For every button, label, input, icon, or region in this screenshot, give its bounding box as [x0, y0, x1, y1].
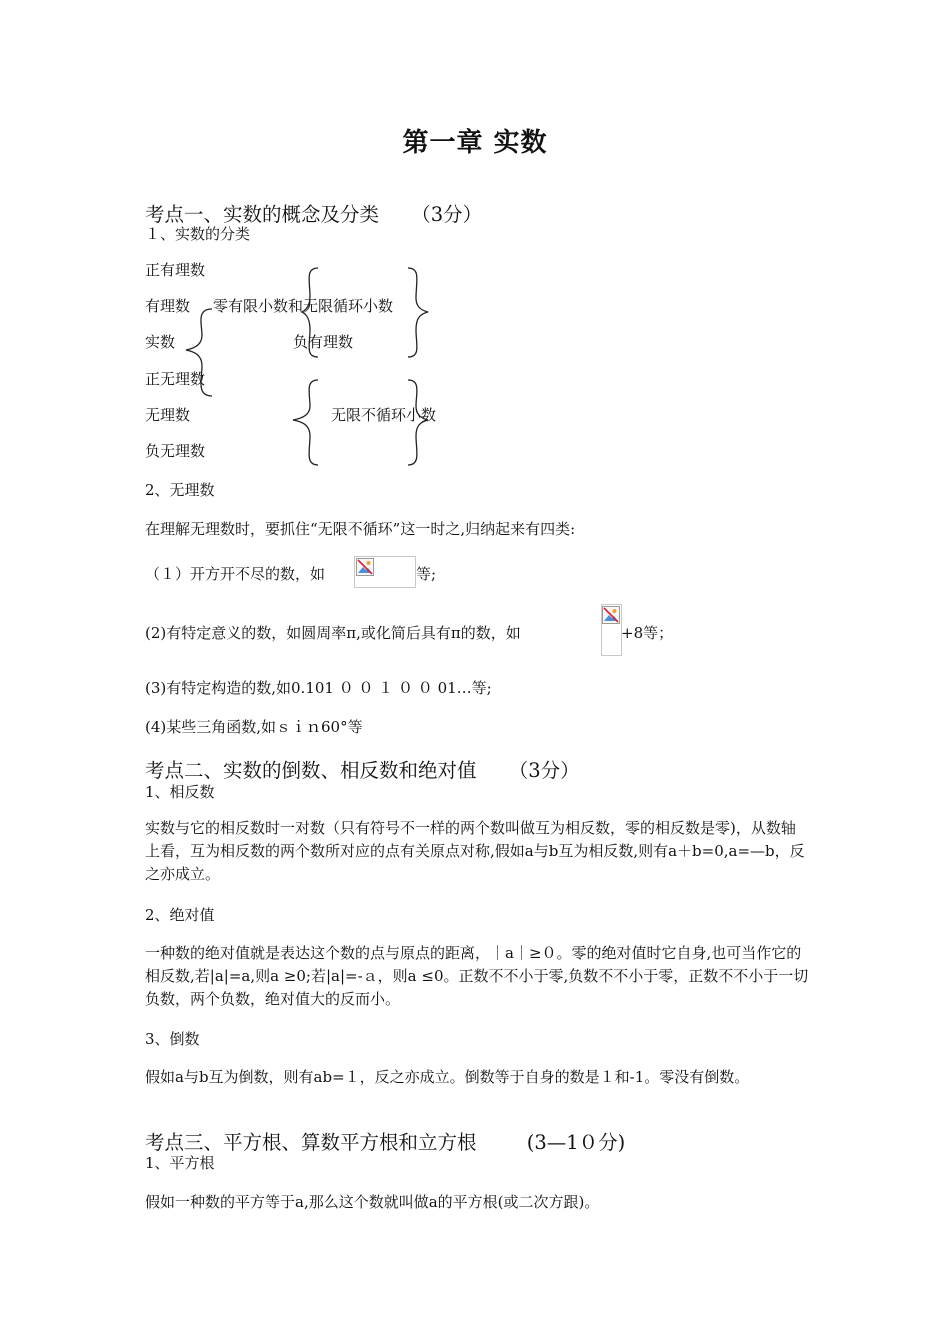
section-3-heading: [145, 1127, 625, 1155]
section-1-title: 考点一、实数的概念及分类: [145, 203, 380, 226]
section-2-title: 考点二、实数的倒数、相反数和绝对值: [145, 759, 477, 782]
tree-negative-rational: 负有理数: [293, 333, 354, 351]
reciprocal-paragraph: 假如a与b互为倒数，则有ab=１，反之亦成立。倒数等于自身的数是１和-1。零没有倒数。: [145, 1068, 750, 1086]
brace-irrational-left: [293, 380, 318, 465]
tree-irrational: 无理数: [145, 406, 191, 424]
square-root-paragraph: 假如一种数的平方等于a,那么这个数就叫做a的平方根(或二次方跟)。: [145, 1193, 600, 1211]
tree-nonrepeating: 无限不循环小数: [331, 406, 437, 424]
absolute-value-paragraph: 一种数的绝对值就是表达这个数的点与原点的距离，｜a｜≥０。零的绝对值时它自身,也可当作它的相反数,若|a|=a,则a ≥0;若|a|=-ａ，则a ≤0。正数不不小于零,负数不不小于零，正数不不小于一切负数，两个负数，绝对值大的反而小。: [145, 944, 809, 1008]
section-2-score: （3分）: [508, 759, 580, 782]
tree-positive-rational: 正有理数: [145, 261, 206, 279]
classification-braces: [0, 0, 950, 480]
irrational-item-2-prefix: (2)有特定意义的数，如圆周率π,或化简后具有π的数，如: [145, 624, 521, 642]
formula-image: [601, 604, 622, 656]
opposite-number-paragraph: 实数与它的相反数时一对数（只有符号不一样的两个数叫做互为相反数，零的相反数是零)，从数轴上看，互为相反数的两个数所对应的点有关原点对称,假如a与b互为相反数,则有a＋b=0,a=—b，反之亦成立。: [145, 819, 805, 883]
section-2-sub-3: 3、倒数: [145, 1030, 200, 1048]
tree-zero-and-decimals: 零有限小数和无限循环小数: [213, 297, 394, 315]
irrational-item-1-prefix: （１）开方开不尽的数，如: [145, 565, 326, 583]
brace-irrational-right: [408, 380, 428, 465]
tree-rational: 有理数: [145, 297, 191, 315]
section-1-sub-2: 2、无理数: [145, 481, 215, 499]
broken-image-icon: [602, 606, 620, 624]
section-3-score: (3—1０分): [526, 1131, 626, 1154]
tree-real: 实数: [145, 333, 176, 351]
section-2-sub-1: 1、相反数: [145, 783, 215, 801]
tree-positive-irrational: 正无理数: [145, 370, 206, 388]
page-title: 第一章 实数: [402, 128, 548, 158]
section-1-sub-1: １、实数的分类: [145, 225, 251, 243]
section-3-sub-1: 1、平方根: [145, 1154, 215, 1172]
irrational-intro: 在理解无理数时，要抓住“无限不循环”这一时之,归纳起来有四类:: [145, 520, 576, 538]
irrational-item-4: (4)某些三角函数,如ｓｉｎ60°等: [145, 718, 363, 736]
brace-rational-left: [302, 268, 318, 357]
broken-image-icon: [356, 558, 374, 576]
irrational-item-1-suffix: 等;: [416, 565, 437, 583]
section-2-heading: [145, 755, 580, 783]
irrational-item-3: (3)有特定构造的数,如0.101 ０ ０ １ ０ ０ 01…等;: [145, 679, 492, 697]
brace-real: [186, 309, 212, 396]
tree-negative-irrational: 负无理数: [145, 442, 206, 460]
section-1-score: （3分）: [411, 203, 483, 226]
irrational-item-2-suffix: +8等；: [621, 624, 674, 642]
formula-image: [354, 556, 416, 588]
brace-rational-right: [408, 268, 428, 357]
section-2-sub-2: 2、绝对值: [145, 906, 215, 924]
section-3-title: 考点三、平方根、算数平方根和立方根: [145, 1131, 477, 1154]
